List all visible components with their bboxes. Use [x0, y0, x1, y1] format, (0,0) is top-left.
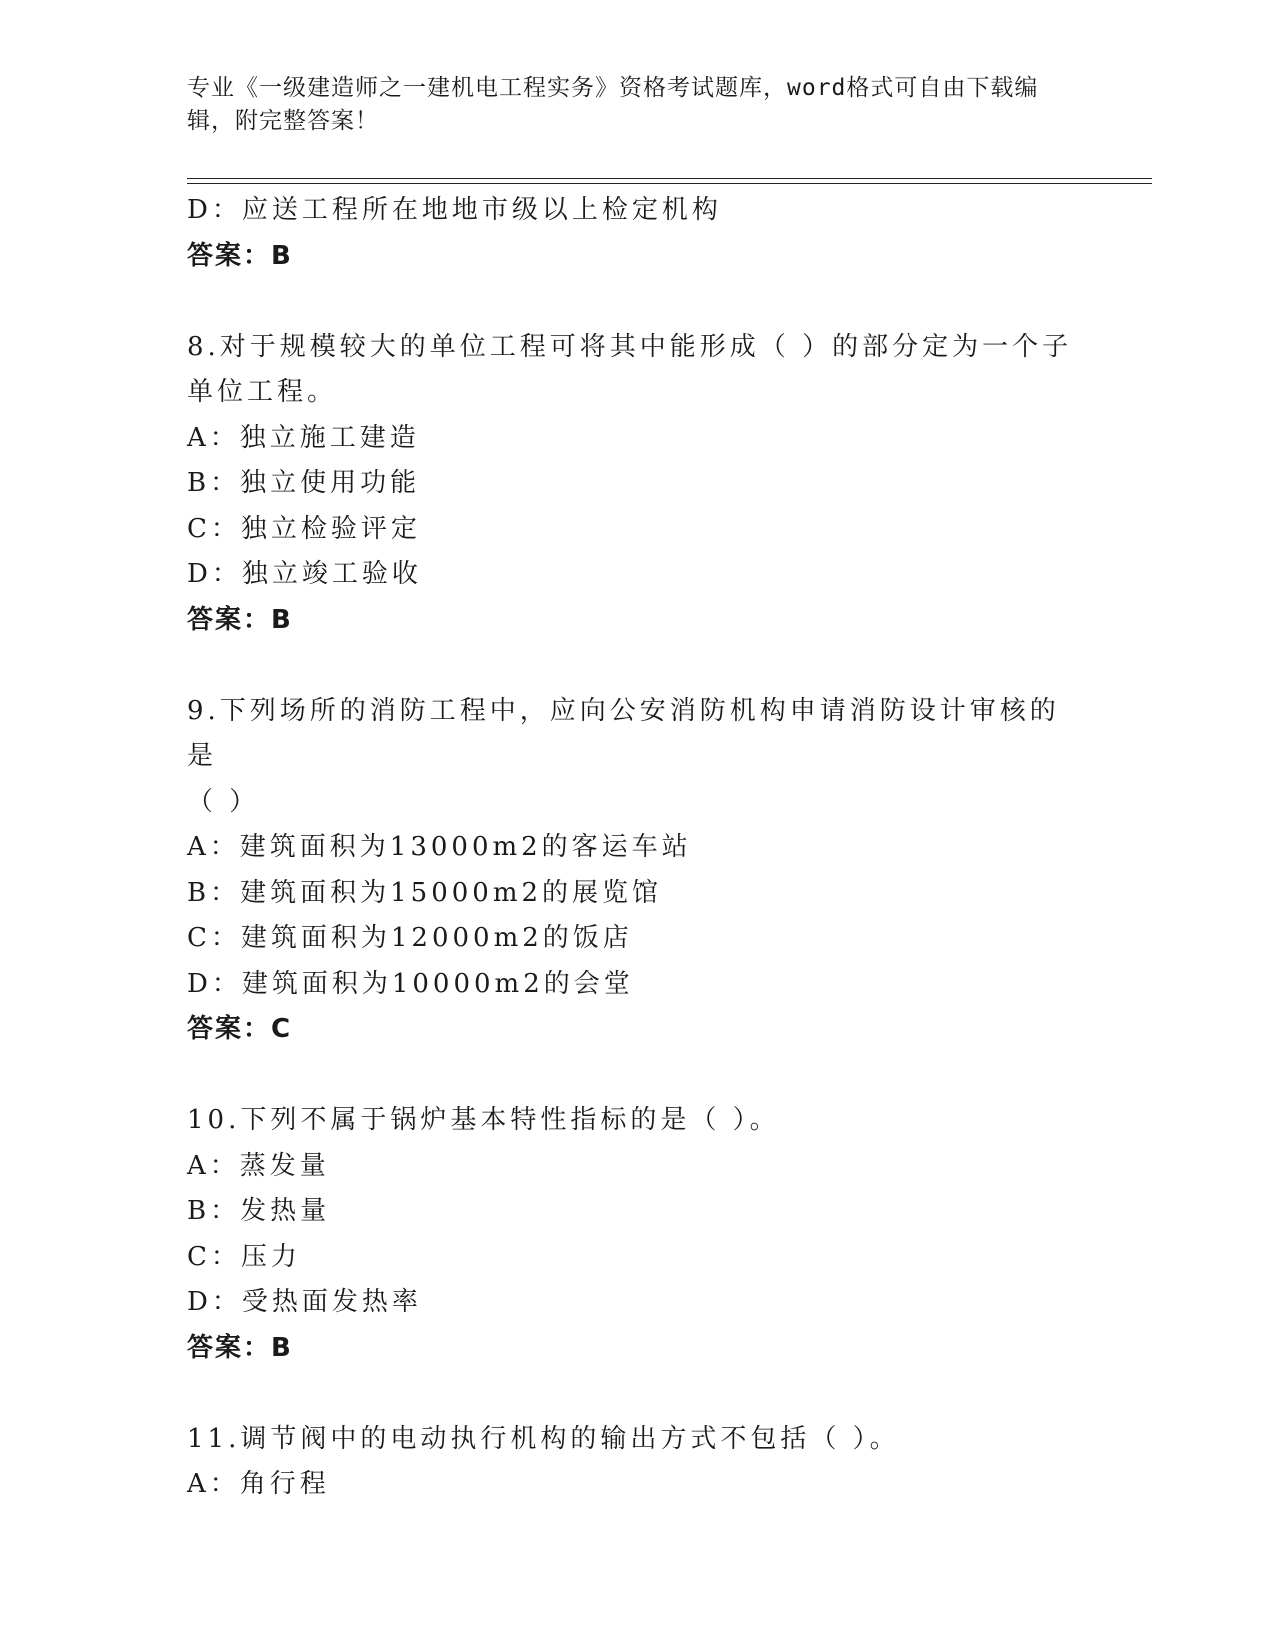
- option-c: C：压力: [187, 1241, 301, 1272]
- option-b: B：发热量: [187, 1196, 331, 1226]
- header-divider-top: [187, 178, 1152, 179]
- header-line-2: 辑，附完整答案！: [187, 108, 379, 134]
- question-9: [187, 689, 1087, 1053]
- option-a: A：蒸发量: [187, 1150, 330, 1181]
- page-header: [187, 72, 1067, 138]
- option-a: A：独立施工建造: [187, 422, 420, 453]
- question-stem-line: 9.下列场所的消防工程中，应向公安消防机构申请消防设计审核的是: [187, 695, 1060, 771]
- answer-line: 答案：B: [187, 1332, 293, 1363]
- option-a: A：建筑面积为13000m2的客运车站: [187, 832, 692, 862]
- question-stem-line: 11.调节阀中的电动执行机构的输出方式不包括（ ）。: [187, 1423, 900, 1454]
- option-d: D：应送工程所在地地市级以上检定机构: [187, 195, 722, 225]
- question-10: [187, 1098, 1087, 1371]
- question-8: [187, 325, 1087, 644]
- header-divider-bottom: [187, 183, 1152, 184]
- option-d: D：建筑面积为10000m2的会堂: [187, 968, 634, 999]
- carryover-block: [187, 188, 1087, 279]
- question-stem-line: 单位工程。: [187, 377, 338, 407]
- option-c: C：建筑面积为12000m2的饭店: [187, 923, 633, 953]
- answer-line: 答案：B: [187, 240, 293, 271]
- option-d: D：独立竣工验收: [187, 559, 422, 589]
- question-list: [187, 188, 1087, 1508]
- question-stem-line: 10.下列不属于锅炉基本特性指标的是（ ）。: [187, 1105, 780, 1135]
- header-line-1: 专业《一级建造师之一建机电工程实务》资格考试题库，word格式可自由下载编: [187, 75, 1039, 101]
- answer-line: 答案：C: [187, 1014, 293, 1044]
- question-stem-line: （ ）: [187, 786, 260, 817]
- option-d: D：受热面发热率: [187, 1287, 422, 1317]
- question-11: [187, 1417, 1087, 1508]
- answer-line: 答案：B: [187, 604, 293, 635]
- option-b: B：独立使用功能: [187, 468, 421, 498]
- option-b: B：建筑面积为15000m2的展览馆: [187, 877, 663, 908]
- question-stem-line: 8.对于规模较大的单位工程可将其中能形成（ ）的部分定为一个子: [187, 331, 1073, 362]
- option-a: A：角行程: [187, 1469, 330, 1499]
- option-c: C：独立检验评定: [187, 513, 421, 544]
